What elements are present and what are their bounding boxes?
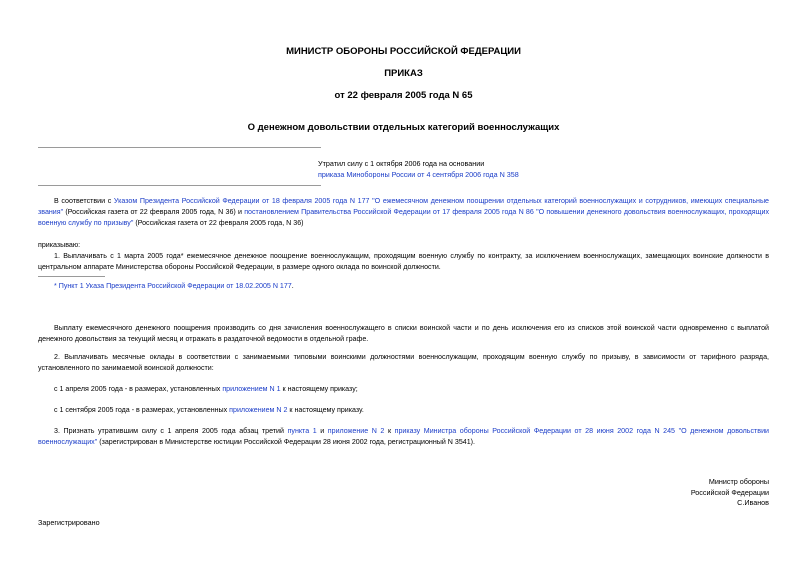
divider-top xyxy=(38,147,321,148)
divider-bottom xyxy=(38,185,321,186)
item-3-text-3: к xyxy=(384,427,395,435)
item-2a-paragraph xyxy=(38,384,769,395)
item-3-text-4: (зарегистрирован в Министерстве юстиции Российской Федерации 28 июня 2002 года, регистрационный N 3541). xyxy=(97,438,476,446)
footnote-link[interactable]: Пункт 1 Указа Президента Российской Федерации от 18.02.2005 N 177 xyxy=(58,282,292,290)
payment-paragraph: Выплату ежемесячного денежного поощрения производить со дня зачисления военнослужащего в списки воинской части и по день исключения его из списков этой воинской части одновременно с выплатой денежного довольствия за текущий месяц и отражать в раздаточной ведомости в отдельной графе. xyxy=(38,324,769,343)
item-2a-text-1: с 1 апреля 2005 года - в размерах, установленных xyxy=(54,385,223,393)
item-2b-paragraph xyxy=(38,405,769,416)
footnote-star: * xyxy=(54,282,59,290)
appendix-1-link[interactable]: приложением N 1 xyxy=(222,385,281,393)
intro-text-3: (Российская газета от 22 февраля 2005 года, N 36) xyxy=(133,219,304,227)
signature-name: С.Иванов xyxy=(737,498,769,507)
item-3-text-1: 3. Признать утратившим силу с 1 апреля 2005 года абзац третий xyxy=(54,427,288,435)
item-2b-text-1: с 1 сентября 2005 года - в размерах, установленных xyxy=(54,406,230,414)
item-2b-text-2: к настоящему приказу. xyxy=(287,406,364,414)
signature-position: Министр обороны xyxy=(708,477,769,486)
footnote-divider xyxy=(38,276,105,277)
item-3-paragraph xyxy=(38,426,769,448)
order-245-link[interactable]: приказу Министра обороны Российской Федерации от 28 июня 2002 года N 245 "О денежном довольствии военнослужащих" xyxy=(38,427,769,446)
footnote xyxy=(38,281,769,292)
document-title: О денежном довольствии отдельных категорий военнослужащих xyxy=(247,122,560,133)
intro-paragraph xyxy=(38,196,769,229)
item-2-paragraph: 2. Выплачивать месячные оклады в соответствии с занимаемыми типовыми воинскими должностями военнослужащим, проходящим военную службу по призыву, в зависимости от тарифного разряда, установленного по занимаемой воинской должности: xyxy=(38,353,769,372)
repeal-note-text: Утратил силу с 1 октября 2006 года на основании xyxy=(318,159,485,168)
appendix-2-link[interactable]: приложением N 2 xyxy=(229,406,288,414)
intro-text-1: В соответствии с xyxy=(54,197,114,205)
registered-label: Зарегистрировано xyxy=(38,518,100,527)
doc-type-heading: ПРИКАЗ xyxy=(384,68,423,79)
presidential-decree-link[interactable]: Указом Президента Российской Федерации от 18 февраля 2005 года N 177 "О ежемесячном денежном поощрении отдельных категорий военнослужащих и сотрудников, имеющих специальные звания" xyxy=(38,197,769,216)
government-resolution-link[interactable]: постановлением Правительства Российской Федерации от 17 февраля 2005 года N 86 "О повышении денежного довольствия военнослужащих, проходящих военную службу по призыву" xyxy=(38,208,769,227)
appendix-2-repeal-link[interactable]: приложение N 2 xyxy=(327,427,385,435)
signature-country: Российской Федерации xyxy=(690,487,769,497)
repeal-note xyxy=(318,158,618,180)
point-1-link[interactable]: пункта 1 xyxy=(287,427,317,435)
item-1-paragraph: 1. Выплачивать с 1 марта 2005 года* ежемесячное денежное поощрение военнослужащим, проходящим военную службу по контракту, за исключением военнослужащих, замещающих воинские должности в центральном аппарате Министерства обороны Российской Федерации, в размере одного оклада по воинской должности. xyxy=(38,252,769,271)
intro-text-2: (Российская газета от 22 февраля 2005 года, N 36) и xyxy=(63,208,245,216)
footnote-end: . xyxy=(291,282,294,290)
repeal-order-link[interactable]: приказа Минобороны России от 4 сентября 2006 года N 358 xyxy=(318,170,519,179)
signature-block xyxy=(569,477,769,509)
ministry-heading: МИНИСТР ОБОРОНЫ РОССИЙСКОЙ ФЕДЕРАЦИИ xyxy=(286,46,521,57)
item-3-text-2: и xyxy=(316,427,328,435)
order-word: приказываю: xyxy=(38,241,81,249)
item-2a-text-2: к настоящему приказу; xyxy=(280,385,358,393)
date-number-heading: от 22 февраля 2005 года N 65 xyxy=(334,90,473,101)
